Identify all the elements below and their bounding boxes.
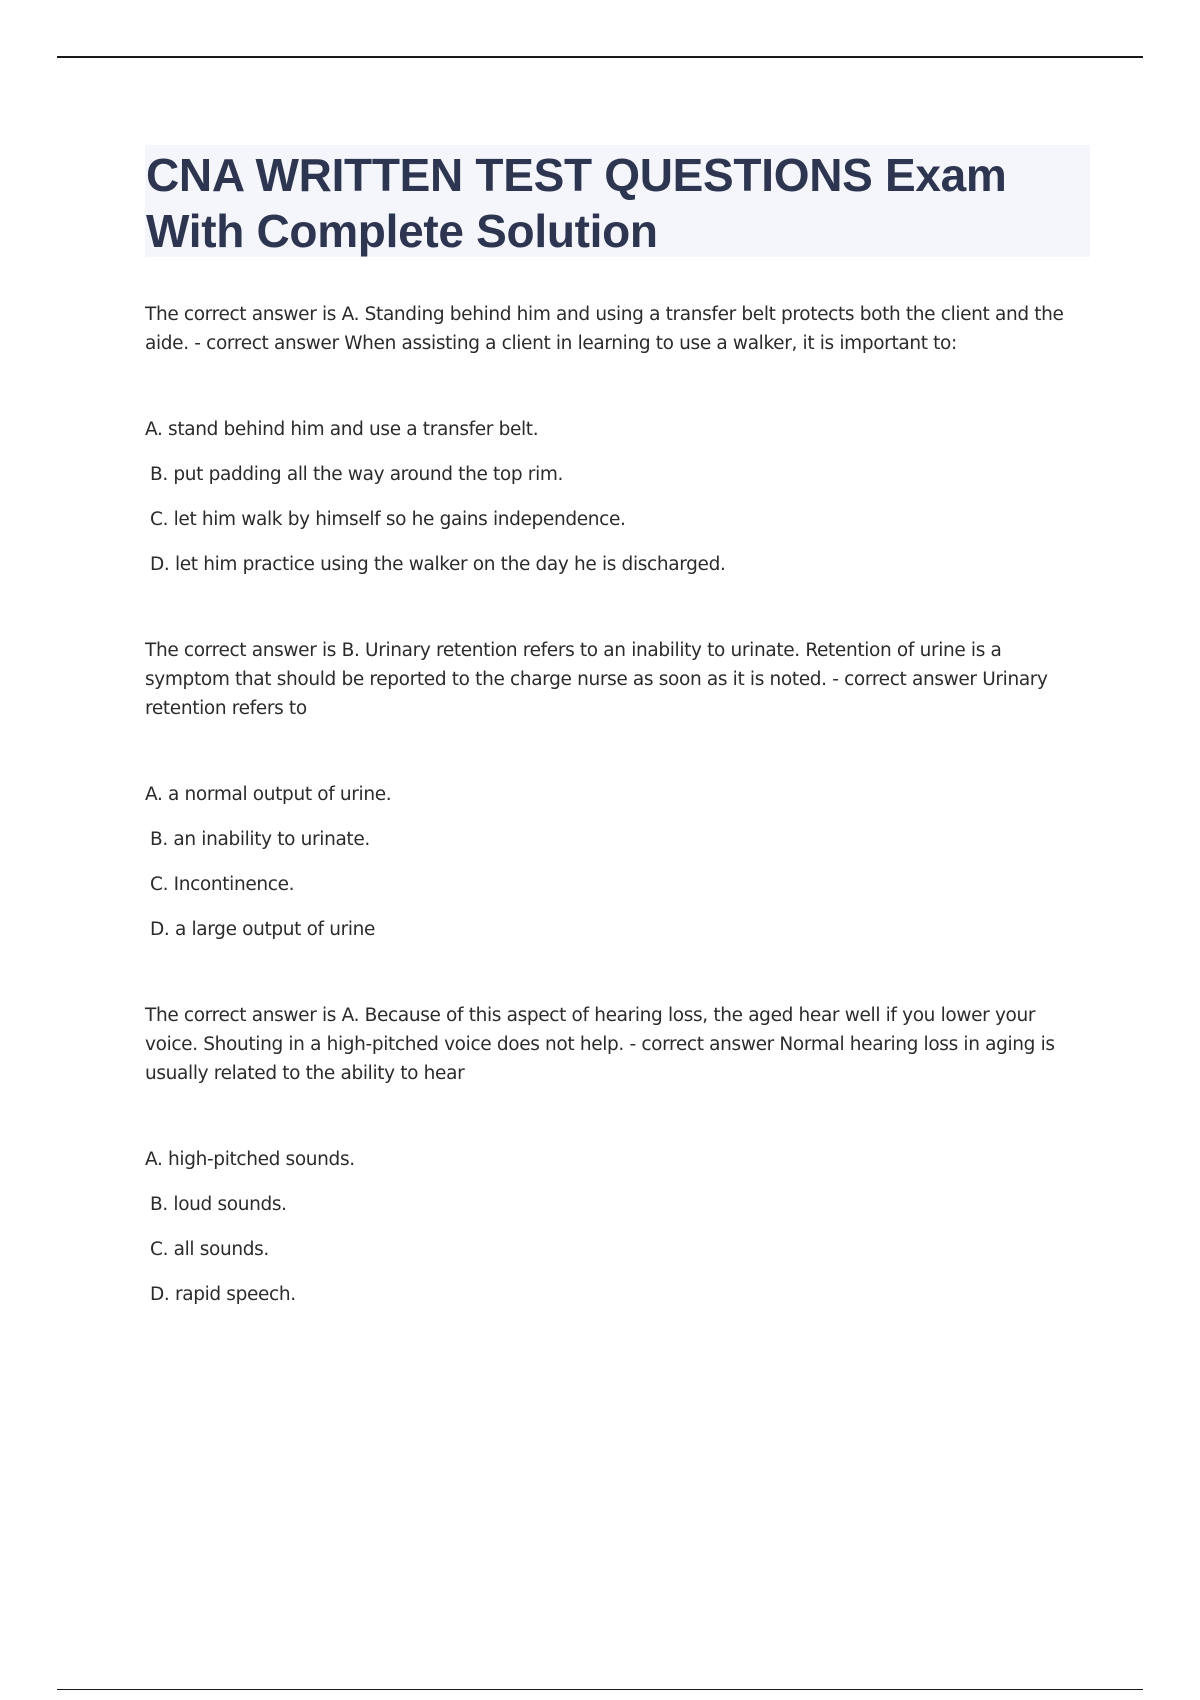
option-c: C. let him walk by himself so he gains independence. [150,509,626,530]
question-text: The correct answer is A. Because of this aspect of hearing loss, the aged hear well if you lower your voice. Shouting in a high-pitched voice does not help. - correct answer Normal hearing loss in aging is usually related to the ability to hear [145,1005,1055,1084]
answer-options [145,780,1090,944]
option-a: A. high-pitched sounds. [145,1149,355,1170]
question-block-2 [145,636,1090,944]
option-c: C. Incontinence. [150,874,295,895]
option-c: C. all sounds. [150,1239,269,1260]
header-rule [57,56,1143,58]
answer-options [145,415,1090,579]
option-b: B. an inability to urinate. [150,829,370,850]
question-text: The correct answer is A. Standing behind him and using a transfer belt protects both the client and the aide. - correct answer When assisting a client in learning to use a walker, it is important to: [145,304,1064,354]
question-block-1 [145,300,1090,579]
option-d: D. rapid speech. [150,1284,296,1305]
option-a: A. a normal output of urine. [145,784,392,805]
option-d: D. a large output of urine [150,919,376,940]
document-title: CNA WRITTEN TEST QUESTIONS Exam With Complete Solution [146,149,1007,257]
document-body [145,300,1090,1366]
option-b: B. loud sounds. [150,1194,287,1215]
question-text: The correct answer is B. Urinary retention refers to an inability to urinate. Retention of urine is a symptom that should be reported to the charge nurse as soon as it is noted. - correct answer Urinary retention refers to [145,640,1048,719]
option-b: B. put padding all the way around the top rim. [150,464,564,485]
question-block-3 [145,1001,1090,1309]
option-d: D. let him practice using the walker on the day he is discharged. [150,554,726,575]
answer-options [145,1145,1090,1309]
option-a: A. stand behind him and use a transfer belt. [145,419,539,440]
footer-rule [57,1689,1143,1690]
